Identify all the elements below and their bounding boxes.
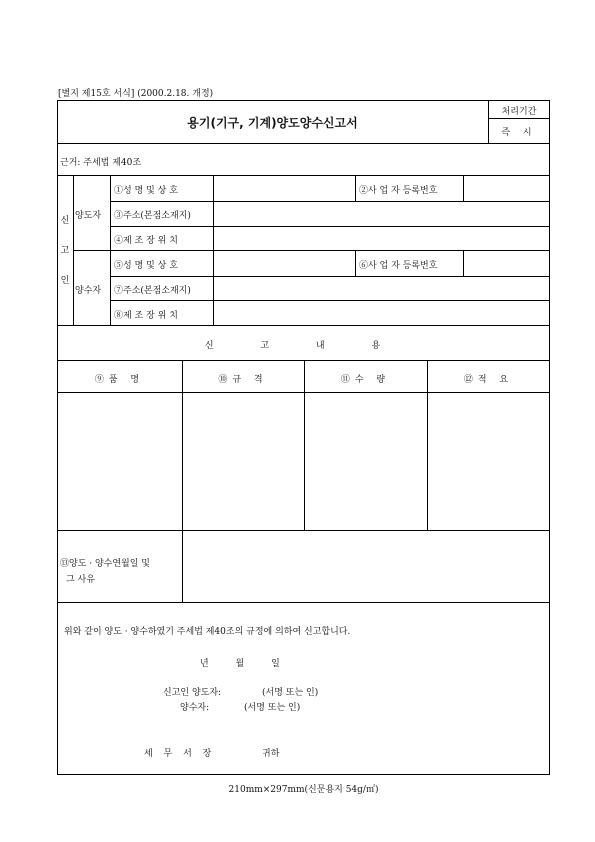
transferor-regno-field[interactable] xyxy=(464,176,549,200)
item-name-cell[interactable] xyxy=(58,393,181,529)
transferor-regno-label: ②사 업 자 등록번호 xyxy=(359,186,438,196)
transferee-name-label: ⑤성 명 및 상 호 xyxy=(114,261,178,271)
reporter-label-1: 신 xyxy=(60,216,70,226)
transferor-address-field[interactable] xyxy=(214,202,549,225)
transferor-signature-hint: (서명 또는 인) xyxy=(262,688,319,698)
reason-field[interactable] xyxy=(183,531,549,601)
transferee-regno-field[interactable] xyxy=(464,251,549,275)
divider xyxy=(355,250,356,276)
reason-label-line1: ⑬양도 · 양수연월일 및 xyxy=(60,559,150,569)
transferee-factory-field[interactable] xyxy=(214,301,549,324)
transferee-signature-hint: (서명 또는 인) xyxy=(244,703,301,713)
transferor-factory-label: ④제 조 장 위 치 xyxy=(114,236,178,246)
reporter-label-2: 고 xyxy=(60,246,70,256)
reason-label-line2: 그 사유 xyxy=(66,575,95,585)
transferee-label: 양수자 xyxy=(75,286,102,296)
divider xyxy=(488,118,550,119)
remarks-cell[interactable] xyxy=(428,393,549,529)
paper-spec-footer: 210mm×297mm(신문용지 54g/㎡) xyxy=(228,785,379,795)
legal-basis: 근거: 주세법 제40조 xyxy=(60,158,142,168)
addressee-suffix: 귀하 xyxy=(262,749,280,759)
processing-period-value: 즉 시 xyxy=(501,128,537,138)
transferee-name-field[interactable] xyxy=(214,251,354,275)
transferor-name-field[interactable] xyxy=(214,176,354,200)
transferee-factory-label: ⑧제 조 장 위 치 xyxy=(114,311,178,321)
transferee-regno-label: ⑥사 업 자 등록번호 xyxy=(359,261,438,271)
divider xyxy=(355,175,356,201)
divider xyxy=(57,143,550,144)
form-title: 용기(기구, 기계)양도양수신고서 xyxy=(187,116,358,130)
transferor-factory-field[interactable] xyxy=(214,227,549,249)
transferee-signature-label: 양수자: xyxy=(180,703,210,713)
column-spec: ⑩규 격 xyxy=(218,375,268,385)
transferor-signature-label: 신고인 양도자: xyxy=(163,688,222,698)
transferee-address-label: ⑦주소(본점소재지) xyxy=(114,286,191,296)
divider xyxy=(110,175,111,325)
addressee-office: 세 무 서 장 xyxy=(144,749,212,759)
divider xyxy=(57,325,550,326)
divider xyxy=(73,175,74,325)
spec-cell[interactable] xyxy=(183,393,303,529)
column-item-name: ⑨품 명 xyxy=(94,375,145,385)
content-header: 신 고 내 용 xyxy=(204,341,403,351)
reporter-label-3: 인 xyxy=(60,276,70,286)
column-remarks: ⑫적 요 xyxy=(463,375,514,385)
declaration-text: 위와 같이 양도 · 양수하였기 주세법 제40조의 규정에 의하여 신고합니다. xyxy=(64,627,351,637)
form-number: [별지 제15호 서식] (2000.2.18. 개정) xyxy=(58,89,214,99)
column-quantity: ⑪수 량 xyxy=(340,375,391,385)
processing-period-label: 처리기간 xyxy=(501,107,537,117)
transferee-address-field[interactable] xyxy=(214,277,549,299)
quantity-cell[interactable] xyxy=(305,393,426,529)
transferor-address-label: ③주소(본점소재지) xyxy=(114,211,191,221)
transferor-name-label: ①성 명 및 상 호 xyxy=(114,186,178,196)
date-line: 년 월 일 xyxy=(200,659,280,669)
transferor-label: 양도자 xyxy=(75,211,102,221)
divider xyxy=(57,602,550,603)
